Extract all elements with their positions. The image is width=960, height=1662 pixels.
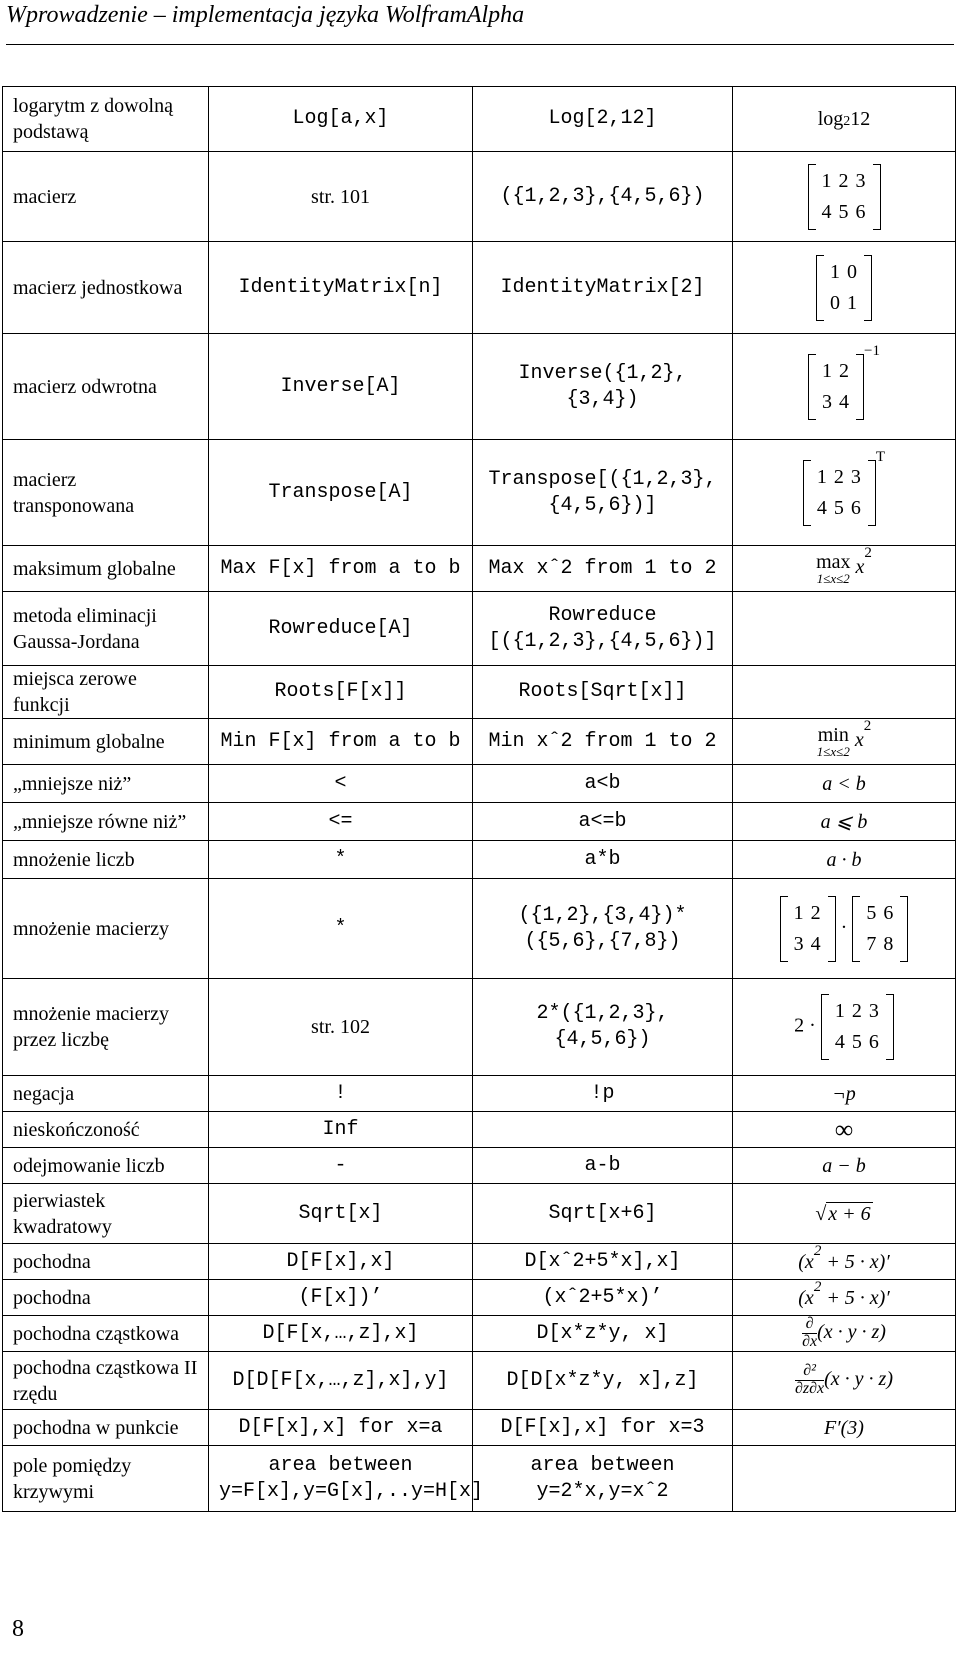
table-row	[3, 1244, 956, 1280]
syntax: *	[209, 879, 473, 979]
table-row	[3, 765, 956, 803]
table-row	[3, 1446, 956, 1512]
table-row	[3, 666, 956, 719]
partial-fraction: $\frac{\partial}{\partial x}$	[802, 1315, 818, 1350]
function-name: pole pomiędzy krzywymi	[3, 1446, 209, 1512]
function-name: „mniejsze równe niż”	[3, 803, 209, 841]
example: D[x*z*y, x]	[473, 1316, 733, 1352]
result: ∞	[733, 1112, 956, 1148]
partial2-fraction: $\frac{\text{∂²}}{\partial z\partial x}$	[795, 1362, 825, 1397]
table-row	[3, 1280, 956, 1316]
function-name: mnożenie macierzy przez liczbę	[3, 979, 209, 1076]
function-name: pierwiastek kwadratowy	[3, 1184, 209, 1244]
min-operator: min 1≤x≤2	[816, 724, 850, 759]
syntax: str. 101	[209, 152, 473, 242]
result: ¬p	[733, 1076, 956, 1112]
table-row	[3, 1076, 956, 1112]
table-row	[3, 1410, 956, 1446]
syntax: Log[a,x]	[209, 87, 473, 152]
table-row	[3, 1184, 956, 1244]
example: Sqrt[x+6]	[473, 1184, 733, 1244]
result: a ⩽ b	[733, 803, 956, 841]
example: Log[2,12]	[473, 87, 733, 152]
syntax: IdentityMatrix[n]	[209, 242, 473, 334]
function-name: macierz transponowana	[3, 440, 209, 546]
syntax: D[F[x,…,z],x]	[209, 1316, 473, 1352]
table-row	[3, 1316, 956, 1352]
result: a · b	[733, 841, 956, 879]
scalar: 2 ·	[794, 1014, 816, 1037]
syntax: str. 102	[209, 979, 473, 1076]
function-name: miejsca zerowe funkcji	[3, 666, 209, 719]
inverse-matrix: 1 2 3 4	[808, 354, 864, 420]
syntax: !	[209, 1076, 473, 1112]
function-name: metoda eliminacji Gaussa-Jordana	[3, 592, 209, 666]
page-number: 8	[12, 1616, 24, 1642]
result	[733, 879, 956, 979]
transpose-matrix: 1 2 3 4 5 6	[803, 460, 876, 526]
log-base: 2	[843, 114, 851, 129]
example: a<b	[473, 765, 733, 803]
log-operator: log	[817, 108, 844, 130]
example: !p	[473, 1076, 733, 1112]
example: Rowreduce [({1,2,3},{4,5,6})]	[473, 592, 733, 666]
function-name: pochodna cząstkowa	[3, 1316, 209, 1352]
function-name: macierz odwrotna	[3, 334, 209, 440]
result	[733, 1184, 956, 1244]
function-name: mnożenie liczb	[3, 841, 209, 879]
function-name: minimum globalne	[3, 719, 209, 765]
max-operator: max 1≤x≤2	[816, 551, 851, 586]
table-row	[3, 1148, 956, 1184]
function-name: negacja	[3, 1076, 209, 1112]
example: area between y=2*x,y=xˆ2	[473, 1446, 733, 1512]
syntax: Min F[x] from a to b	[209, 719, 473, 765]
function-name: maksimum globalne	[3, 546, 209, 592]
inverse-exponent: −1	[864, 342, 880, 359]
function-name: logarytm z dowolną podstawą	[3, 87, 209, 152]
scalar-matrix: 1 2 3 4 5 6	[821, 994, 894, 1060]
example: Transpose[({1,2,3},{4,5,6})]	[473, 440, 733, 546]
syntax: *	[209, 841, 473, 879]
result: $(x^2 + 5 \cdot x)'$	[733, 1280, 956, 1316]
result	[733, 152, 956, 242]
identity-matrix: 1 0 0 1	[816, 255, 872, 321]
header-title: Wprowadzenie – implementacja języka WolframAlpha	[6, 2, 525, 28]
matrix: 1 2 3 4 5 6	[808, 164, 881, 230]
syntax: D[F[x],x]	[209, 1244, 473, 1280]
syntax: Sqrt[x]	[209, 1184, 473, 1244]
example: a*b	[473, 841, 733, 879]
result	[733, 87, 956, 152]
function-name: pochodna cząstkowa II rzędu	[3, 1352, 209, 1410]
sqrt-symbol: √ x + 6	[815, 1202, 871, 1225]
syntax: Transpose[A]	[209, 440, 473, 546]
function-name: pochodna	[3, 1280, 209, 1316]
syntax: -	[209, 1148, 473, 1184]
table-row	[3, 803, 956, 841]
transpose-exponent: T	[875, 448, 886, 465]
example: D[F[x],x] for x=3	[473, 1410, 733, 1446]
example: (xˆ2+5*x)’	[473, 1280, 733, 1316]
matrix-a: 1 2 3 4	[780, 896, 836, 962]
example: a<=b	[473, 803, 733, 841]
syntax: Rowreduce[A]	[209, 592, 473, 666]
result: a − b	[733, 1148, 956, 1184]
table-row	[3, 879, 956, 979]
table-row	[3, 841, 956, 879]
running-header	[6, 0, 954, 45]
result: $(x^2 + 5 \cdot x)'$	[733, 1244, 956, 1280]
example: Inverse({1,2},{3,4})	[473, 334, 733, 440]
example: D[D[x*z*y, x],z]	[473, 1352, 733, 1410]
syntax: (F[x])’	[209, 1280, 473, 1316]
function-name: pochodna w punkcie	[3, 1410, 209, 1446]
function-name: pochodna	[3, 1244, 209, 1280]
table-row	[3, 440, 956, 546]
syntax: <=	[209, 803, 473, 841]
example: a-b	[473, 1148, 733, 1184]
function-name: odejmowanie liczb	[3, 1148, 209, 1184]
function-name: mnożenie macierzy	[3, 879, 209, 979]
dot-operator: ·	[840, 916, 848, 939]
table-row	[3, 592, 956, 666]
log-argument: 12	[850, 108, 871, 130]
table-row	[3, 719, 956, 765]
function-reference-table	[2, 86, 956, 1512]
syntax: Roots[F[x]]	[209, 666, 473, 719]
syntax: area between y=F[x],y=G[x],..y=H[x]	[209, 1446, 473, 1512]
syntax: D[F[x],x] for x=a	[209, 1410, 473, 1446]
syntax: Inf	[209, 1112, 473, 1148]
table-row	[3, 152, 956, 242]
result	[733, 1446, 956, 1512]
table-row	[3, 546, 956, 592]
result	[733, 979, 956, 1076]
function-name: „mniejsze niż”	[3, 765, 209, 803]
result: $\frac{\partial}{\partial x}$ (x · y · z)	[733, 1316, 956, 1352]
result: max 1≤x≤2 $x^2$	[733, 546, 956, 592]
result	[733, 440, 956, 546]
table-row	[3, 1352, 956, 1410]
function-name: nieskończoność	[3, 1112, 209, 1148]
example: 2*({1,2,3}, {4,5,6})	[473, 979, 733, 1076]
example	[473, 1112, 733, 1148]
table-row	[3, 334, 956, 440]
function-name: macierz jednostkowa	[3, 242, 209, 334]
table-row	[3, 242, 956, 334]
result	[733, 334, 956, 440]
example: D[xˆ2+5*x],x]	[473, 1244, 733, 1280]
result	[733, 666, 956, 719]
example: Min xˆ2 from 1 to 2	[473, 719, 733, 765]
result: F′(3)	[733, 1410, 956, 1446]
example: Roots[Sqrt[x]]	[473, 666, 733, 719]
example: ({1,2},{3,4})* ({5,6},{7,8})	[473, 879, 733, 979]
example: Max xˆ2 from 1 to 2	[473, 546, 733, 592]
result: min 1≤x≤2 $x^2$	[733, 719, 956, 765]
result	[733, 592, 956, 666]
function-name: macierz	[3, 152, 209, 242]
example: IdentityMatrix[2]	[473, 242, 733, 334]
syntax: Inverse[A]	[209, 334, 473, 440]
example: ({1,2,3},{4,5,6})	[473, 152, 733, 242]
result: $\frac{\text{∂²}}{\partial z\partial x}$ (x · y · z)	[733, 1352, 956, 1410]
syntax: Max F[x] from a to b	[209, 546, 473, 592]
syntax: <	[209, 765, 473, 803]
result	[733, 242, 956, 334]
syntax: D[D[F[x,…,z],x],y]	[209, 1352, 473, 1410]
table-row	[3, 1112, 956, 1148]
result: a < b	[733, 765, 956, 803]
matrix-b: 5 6 7 8	[852, 896, 908, 962]
table-row	[3, 979, 956, 1076]
table-row	[3, 87, 956, 152]
